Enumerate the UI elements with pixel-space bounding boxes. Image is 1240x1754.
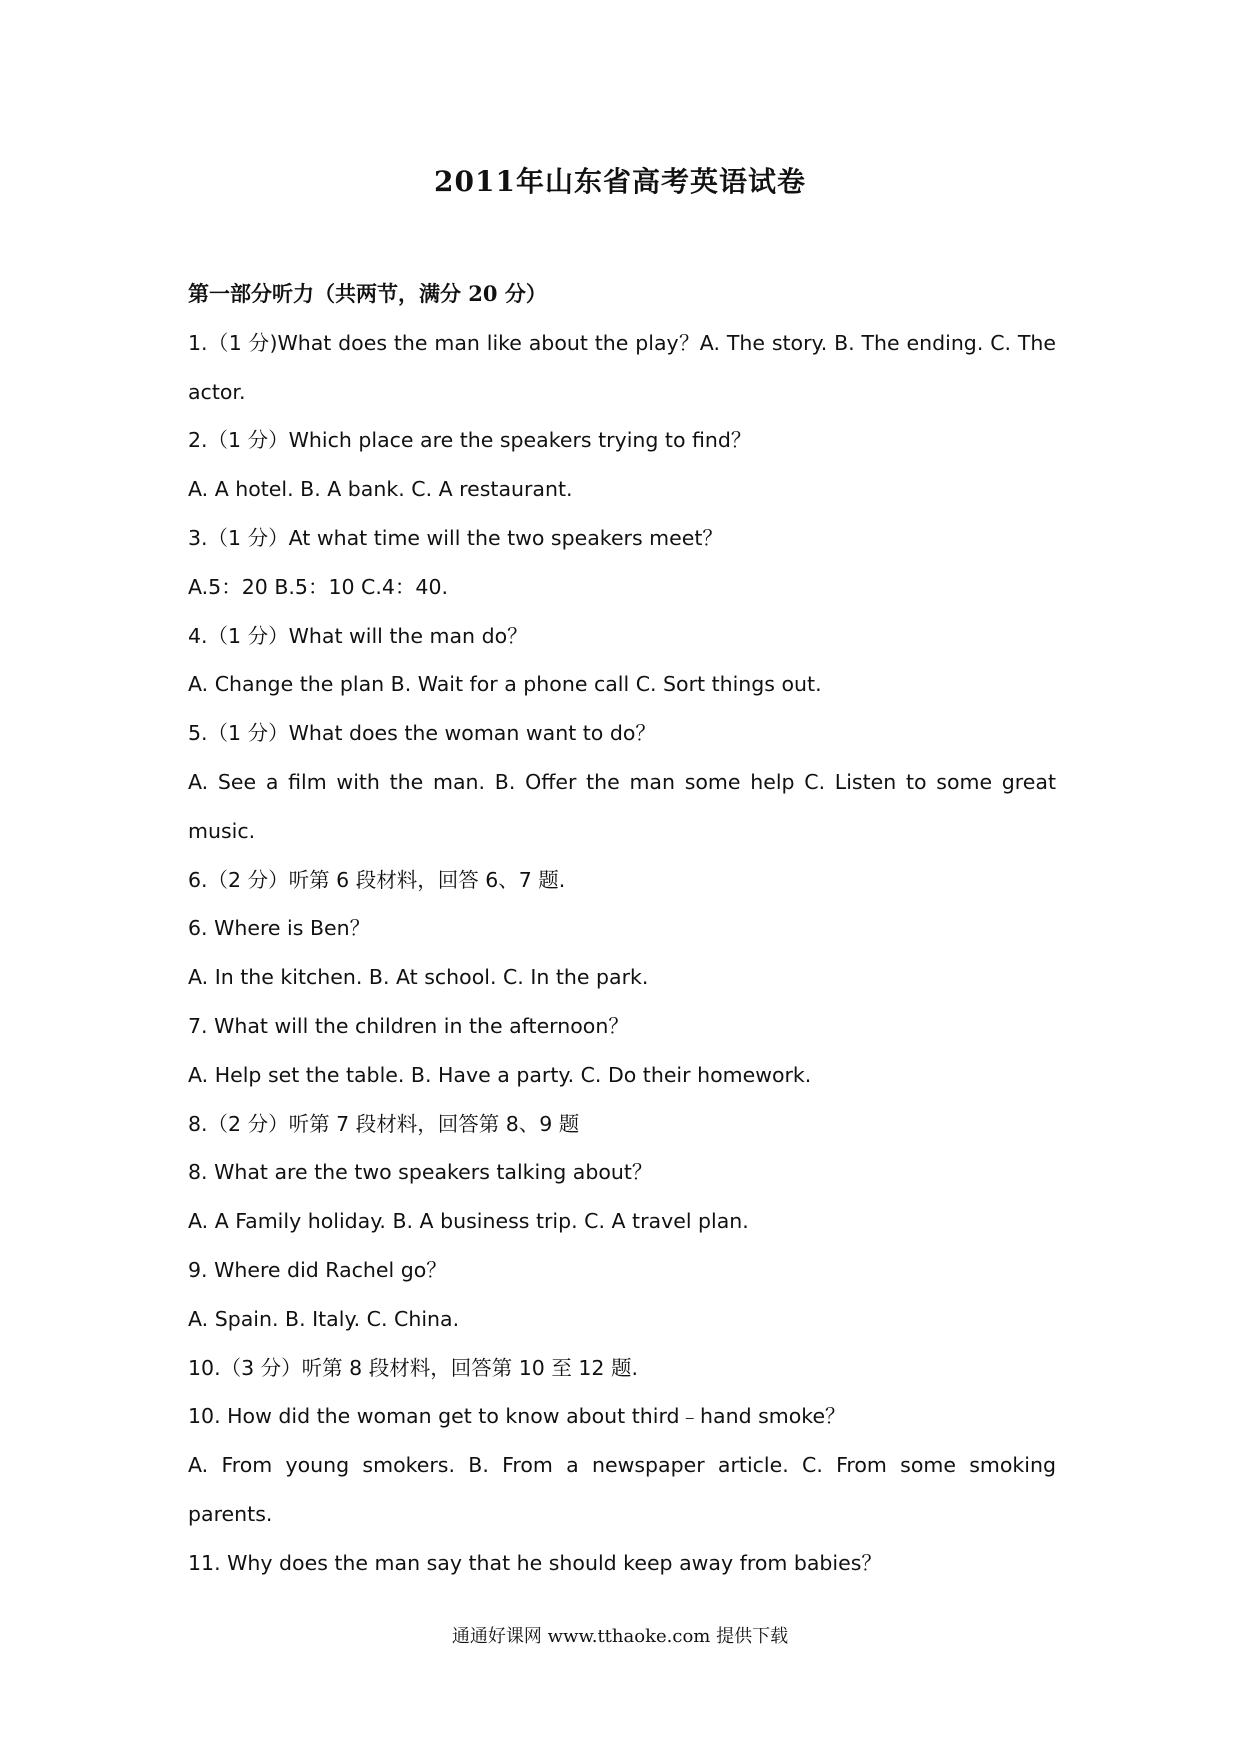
question-line: 2.（1 分）Which place are the speakers trying to find？ [188, 428, 752, 453]
options-line: A. A hotel. B. A bank. C. A restaurant. [188, 477, 573, 502]
question-line: 11. Why does the man say that he should keep away from babies？ [188, 1550, 882, 1575]
options-line: A. In the kitchen. B. At school. C. In the park. [188, 965, 649, 990]
page-footer: 通通好课网 www.tthaoke.com 提供下载 [451, 1626, 789, 1647]
question-line: 10. How did the woman get to know about third﹣hand smoke？ [188, 1404, 846, 1429]
question-line: actor. [188, 379, 246, 404]
question-line: 6. Where is Ben？ [188, 916, 371, 941]
options-line: A.5：20 B.5：10 C.4：40. [188, 574, 449, 599]
question-line: 1.（1 分)What does the man like about the play？A. The story. B. The ending. C. The [188, 330, 1056, 355]
exam-content [188, 270, 1056, 1588]
question-line: 3.（1 分）At what time will the two speakers meet？ [188, 525, 723, 550]
section-heading: 第一部分听力（共两节，满分 20 分） [188, 281, 547, 306]
options-line: A. Spain. B. Italy. C. China. [188, 1306, 460, 1331]
options-line: A. From young smokers. B. From a newspaper article. C. From some smoking [188, 1453, 1056, 1478]
options-line: A. Help set the table. B. Have a party. C. Do their homework. [188, 1062, 812, 1087]
options-line: A. Change the plan B. Wait for a phone call C. Sort things out. [188, 672, 822, 697]
options-line: music. [188, 818, 256, 843]
question-line: 8. What are the two speakers talking about？ [188, 1160, 653, 1185]
question-line: 4.（1 分）What will the man do？ [188, 623, 528, 648]
question-line: 7. What will the children in the afternoon？ [188, 1013, 629, 1038]
question-line: 6.（2 分）听第 6 段材料，回答 6、7 题. [188, 867, 566, 892]
page-title: 2011年山东省高考英语试卷 [434, 165, 806, 198]
question-line: 5.（1 分）What does the woman want to do？ [188, 721, 656, 746]
question-line: 8.（2 分）听第 7 段材料，回答第 8、9 题 [188, 1111, 580, 1136]
question-line: 10.（3 分）听第 8 段材料，回答第 10 至 12 题. [188, 1355, 638, 1380]
question-line: 9. Where did Rachel go？ [188, 1257, 447, 1282]
options-line: parents. [188, 1501, 273, 1526]
options-line: A. See a film with the man. B. Offer the man some help C. Listen to some great [188, 769, 1056, 794]
options-line: A. A Family holiday. B. A business trip. C. A travel plan. [188, 1209, 749, 1234]
